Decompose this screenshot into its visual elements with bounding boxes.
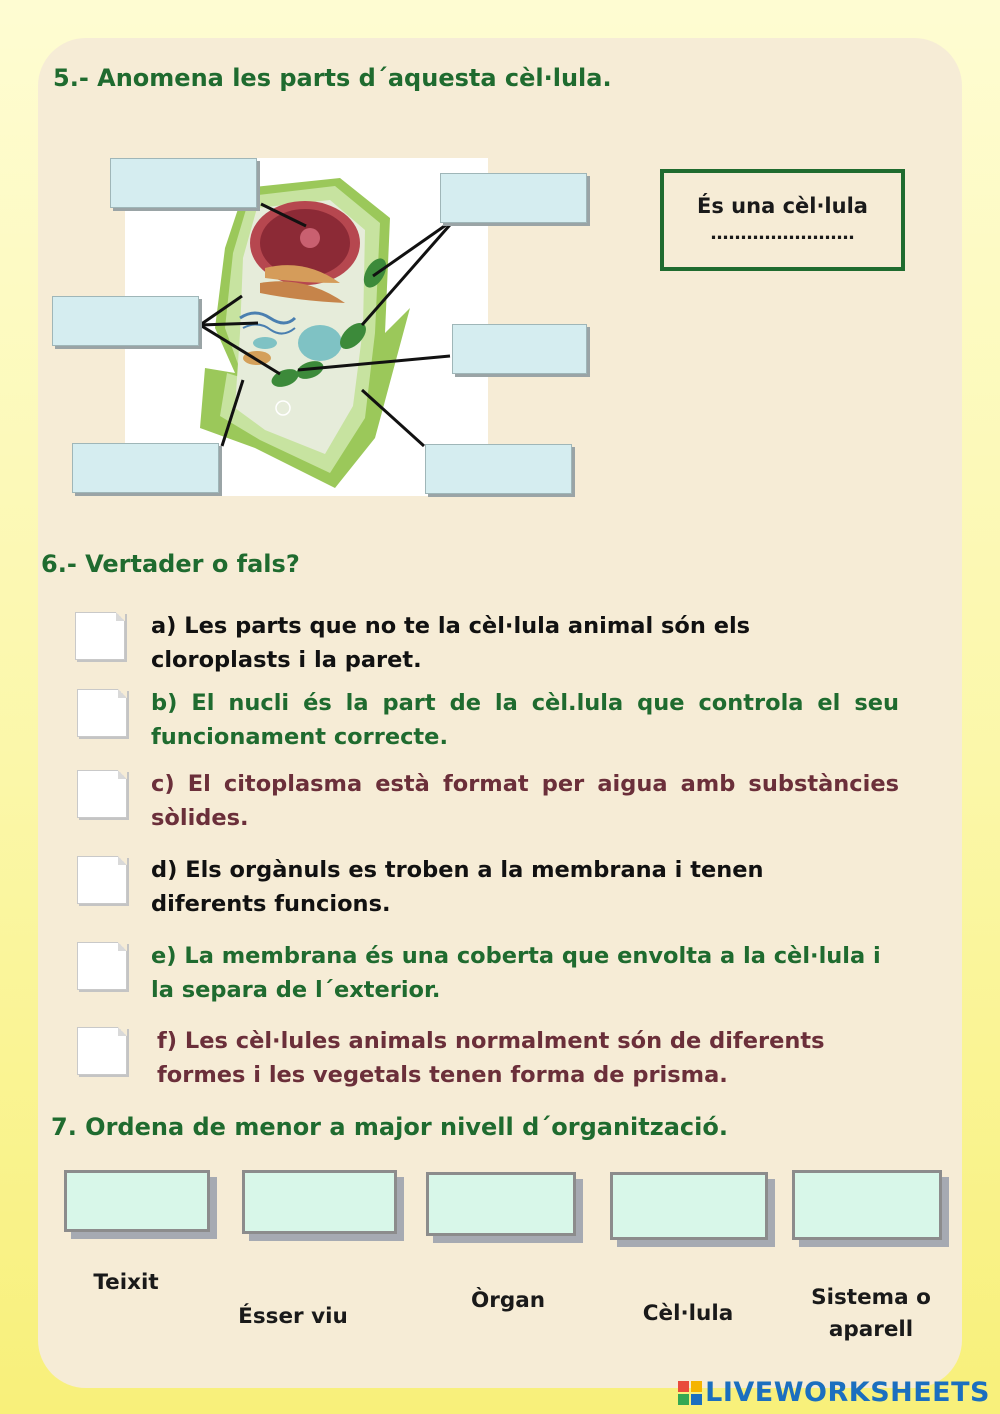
q5-heading: 5.- Anomena les parts d´aquesta cèl·lula. [53,64,612,92]
q7-heading: 7. Ordena de menor a major nivell d´organització. [51,1113,728,1141]
label-drop-box-1[interactable] [110,158,257,208]
order-label-organ[interactable]: Òrgan [470,1288,546,1313]
tf-checkbox-a[interactable] [75,612,125,660]
statement-b: b) El nucli és la part de la cèl.lula que controla el seu funcionament correcte. [151,690,899,750]
q6-heading: 6.- Vertader o fals? [41,550,300,578]
order-label-sistema[interactable]: Sistema o aparell [811,1285,931,1342]
statement-a: a) Les parts que no te la cèl·lula animal són els cloroplasts i la paret. [151,613,751,673]
tf-checkbox-f[interactable] [77,1027,127,1075]
order-drop-box-1[interactable] [64,1170,210,1232]
label-drop-box-2[interactable] [440,173,587,223]
order-drop-box-3[interactable] [426,1172,576,1236]
order-label-esser-viu[interactable]: Ésser viu [238,1304,348,1329]
statement-d: d) Els orgànuls es troben a la membrana i tenen diferents funcions. [151,857,764,917]
label-drop-box-6[interactable] [425,444,572,494]
statement-f: f) Les cèl·lules animals normalment són de diferents formes i les vegetals tenen forma de prisma. [157,1028,825,1088]
statement-c: c) El citoplasma està format per aigua amb substàncies sòlides. [151,771,899,831]
cell-type-callout [660,169,905,271]
label-drop-box-3[interactable] [52,296,199,346]
tf-checkbox-b[interactable] [77,689,127,737]
order-drop-box-5[interactable] [792,1170,942,1240]
order-drop-box-2[interactable] [242,1170,397,1234]
cell-type-answer-field[interactable]: …………………… [710,223,855,244]
order-label-cellula[interactable]: Cèl·lula [642,1301,734,1326]
order-drop-box-4[interactable] [610,1172,768,1240]
tf-checkbox-e[interactable] [77,942,127,990]
callout-text: És una cèl·lula [697,194,868,218]
liveworksheets-logo-icon [677,1380,703,1406]
liveworksheets-brand [677,1377,990,1408]
brand-text: LIVEWORKSHEETS [705,1377,990,1408]
label-drop-box-4[interactable] [452,324,587,374]
tf-checkbox-c[interactable] [77,770,127,818]
tf-checkbox-d[interactable] [77,856,127,904]
order-label-teixit[interactable]: Teixit [93,1270,159,1295]
label-drop-box-5[interactable] [72,443,219,493]
statement-e: e) La membrana és una coberta que envolta a la cèl·lula i la separa de l´exterior. [151,943,881,1003]
